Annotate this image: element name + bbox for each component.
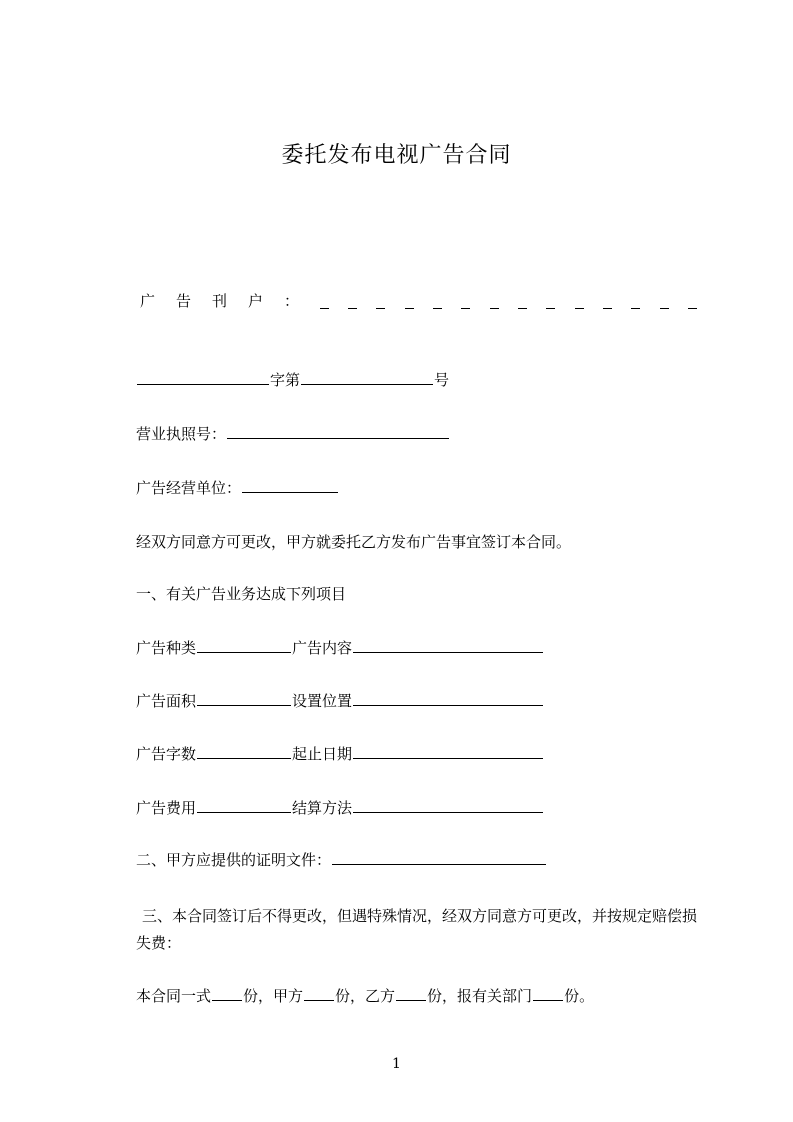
license-suffix-2: 号 [434,371,450,389]
agreement-intro: 经双方同意方可更改，甲方就委托乙方发布广告事宜签订本合同。 [136,533,572,551]
item-left-label: 广告字数 [136,745,197,763]
section2-blank [332,849,546,865]
copies-total-blank [212,985,242,1001]
copies-part4: 份，报有关部门 [427,987,533,1005]
item-right-blank [353,797,543,813]
item-left-label: 广告面积 [136,692,197,710]
copies-department-blank [533,985,563,1001]
advertiser-label-char: 刊 [212,292,228,310]
item-row [136,690,544,712]
business-license-blank [227,423,449,439]
advertiser-label [140,290,320,312]
item-row [136,743,544,765]
item-right-blank [353,743,543,759]
license-number-blank [301,369,433,385]
advertiser-label-char: 户 [248,292,264,310]
copies-part2: 份，甲方 [243,987,304,1005]
ad-business-unit-blank [242,477,338,493]
advertiser-label-char: 广 [140,292,156,310]
license-number-line [136,369,449,391]
advertiser-label-char: 告 [176,292,192,310]
advertiser-label-char: ： [284,292,300,310]
section2-line [136,849,547,871]
item-right-label: 结算方法 [292,799,353,817]
copies-part3: 份，乙方 [335,987,396,1005]
copies-party-b-blank [396,985,426,1001]
item-left-label: 广告费用 [136,799,197,817]
license-prefix-blank [137,369,269,385]
business-license-line [136,423,450,445]
section1-heading: 一、有关广告业务达成下列项目 [136,585,347,603]
copies-part5: 份。 [564,987,595,1005]
item-right-label: 广告内容 [292,639,353,657]
document-title: 委托发布电视广告合同 [281,143,512,168]
section2-label: 二、甲方应提供的证明文件： [136,851,332,869]
copies-part1: 本合同一式 [136,987,212,1005]
item-left-blank [197,637,291,653]
item-row [136,637,544,659]
item-row [136,797,544,819]
item-left-blank [197,797,291,813]
license-suffix-1: 字第 [270,371,301,389]
business-license-label: 营业执照号： [136,425,227,443]
section3-paragraph: 三、本合同签订后不得更改，但遇特殊情况，经双方同意方可更改，并按规定赔偿损失费： [136,907,698,952]
page-number: 1 [392,1056,401,1072]
copies-party-a-blank [304,985,334,1001]
item-right-blank [353,690,543,706]
copies-line [136,985,594,1007]
ad-business-unit-line [136,477,339,499]
item-right-blank [353,637,543,653]
item-right-label: 起止日期 [292,745,353,763]
item-right-label: 设置位置 [292,692,353,710]
item-left-label: 广告种类 [136,639,197,657]
item-left-blank [197,690,291,706]
ad-business-unit-label: 广告经营单位： [136,479,242,497]
advertiser-dashed-blank [320,298,700,310]
item-left-blank [197,743,291,759]
